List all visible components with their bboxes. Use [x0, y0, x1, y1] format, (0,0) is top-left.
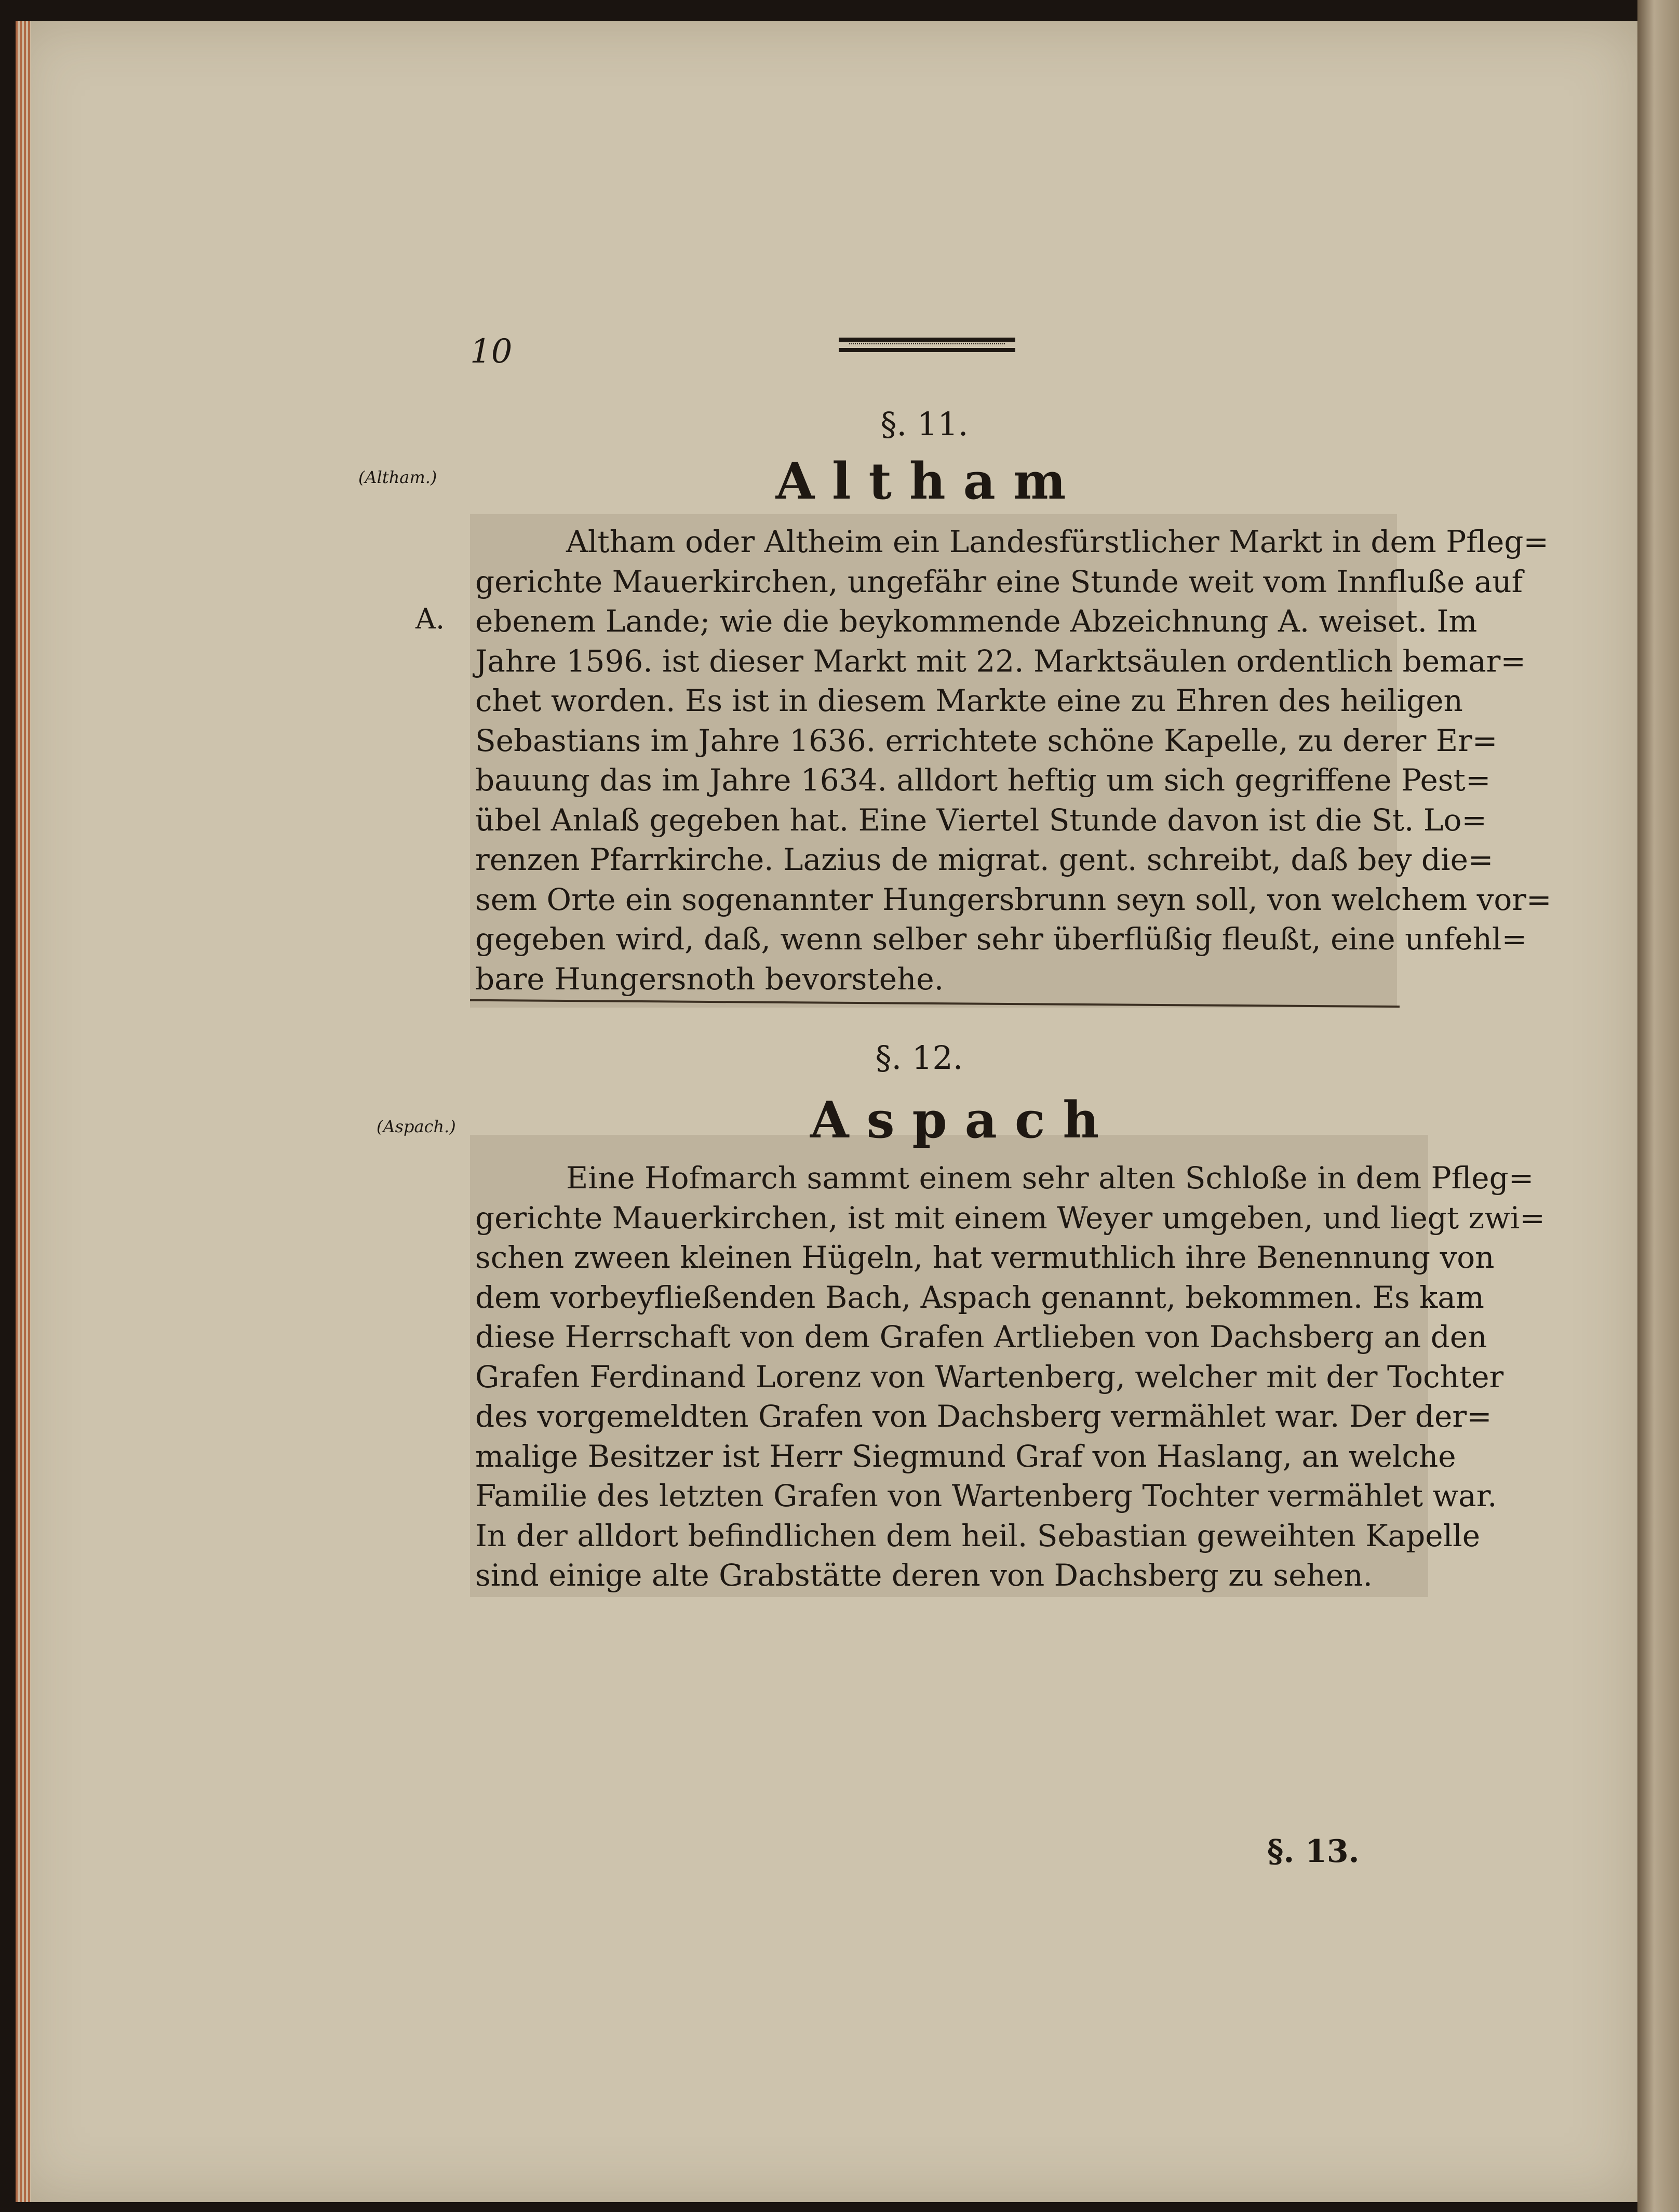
- header-ornament: [839, 338, 1015, 352]
- text-line: Familie des letzten Grafen von Wartenberg Tochter vermählet war.: [475, 1478, 1497, 1513]
- text-line: bare Hungersnoth bevorstehe.: [475, 961, 944, 997]
- text-line: ebenem Lande; wie die beykommende Abzeichnung A. weiset. Im: [475, 604, 1477, 639]
- text-line: diese Herrschaft von dem Grafen Artlieben von Dachsberg an den: [475, 1319, 1487, 1355]
- text-line: renzen Pfarrkirche. Lazius de migrat. gent. schreibt, daß bey die=: [475, 842, 1494, 877]
- text-line: Jahre 1596. ist dieser Markt mit 22. Marktsäulen ordentlich bemar=: [475, 643, 1526, 679]
- text-line: sind einige alte Grabstätte deren von Dachsberg zu sehen.: [475, 1558, 1373, 1593]
- margin-label: (Aspach.): [377, 1117, 456, 1136]
- section-heading: Aspach: [810, 1091, 1117, 1149]
- text-line: Grafen Ferdinand Lorenz von Wartenberg, welcher mit der Tochter: [475, 1359, 1504, 1395]
- text-line: bauung das im Jahre 1634. alldort heftig um sich gegriffene Pest=: [475, 762, 1491, 798]
- catchword: §. 13.: [1267, 1833, 1360, 1870]
- text-line: dem vorbeyfließenden Bach, Aspach genannt, bekommen. Es kam: [475, 1279, 1484, 1315]
- text-line: gerichte Mauerkirchen, ungefähr eine Stunde weit vom Innfluße auf: [475, 564, 1523, 599]
- text-line: sem Orte ein sogenannter Hungersbrunn seyn soll, von welchem vor=: [475, 881, 1552, 917]
- section-paragraph: [475, 1158, 1546, 1596]
- text-line: chet worden. Es ist in diesem Markte eine zu Ehren des heiligen: [475, 683, 1463, 718]
- text-line: gerichte Mauerkirchen, ist mit einem Weyer umgeben, und liegt zwi=: [475, 1200, 1546, 1236]
- text-line: Eine Hofmarch sammt einem sehr alten Schloße in dem Pfleg=: [566, 1160, 1534, 1196]
- section-mark: §. 11.: [880, 405, 969, 443]
- text-line: In der alldort befindlichen dem heil. Sebastian geweihten Kapelle: [475, 1518, 1481, 1553]
- section-paragraph: [475, 522, 1552, 999]
- page-fore-edge: [16, 21, 31, 2202]
- margin-figure-letter: A.: [415, 602, 445, 635]
- text-line: schen zween kleinen Hügeln, hat vermuthlich ihre Benennung von: [475, 1240, 1495, 1275]
- book-gutter: [1637, 0, 1679, 2212]
- scan-border-top: [0, 0, 1679, 21]
- page-number: 10: [470, 332, 513, 371]
- text-line: des vorgemeldten Grafen von Dachsberg vermählet war. Der der=: [475, 1399, 1492, 1434]
- text-line: Altham oder Altheim ein Landesfürstlicher Markt in dem Pfleg=: [566, 524, 1549, 559]
- section-heading: Altham: [775, 452, 1084, 511]
- section-mark: §. 12.: [875, 1039, 963, 1077]
- margin-label: (Altham.): [358, 467, 437, 487]
- text-line: gegeben wird, daß, wenn selber sehr überflüßig fleußt, eine unfehl=: [475, 921, 1527, 957]
- text-line: Sebastians im Jahre 1636. errichtete schöne Kapelle, zu derer Er=: [475, 722, 1498, 758]
- text-line: übel Anlaß gegeben hat. Eine Viertel Stunde davon ist die St. Lo=: [475, 802, 1487, 838]
- text-line: malige Besitzer ist Herr Siegmund Graf von Haslang, an welche: [475, 1438, 1456, 1474]
